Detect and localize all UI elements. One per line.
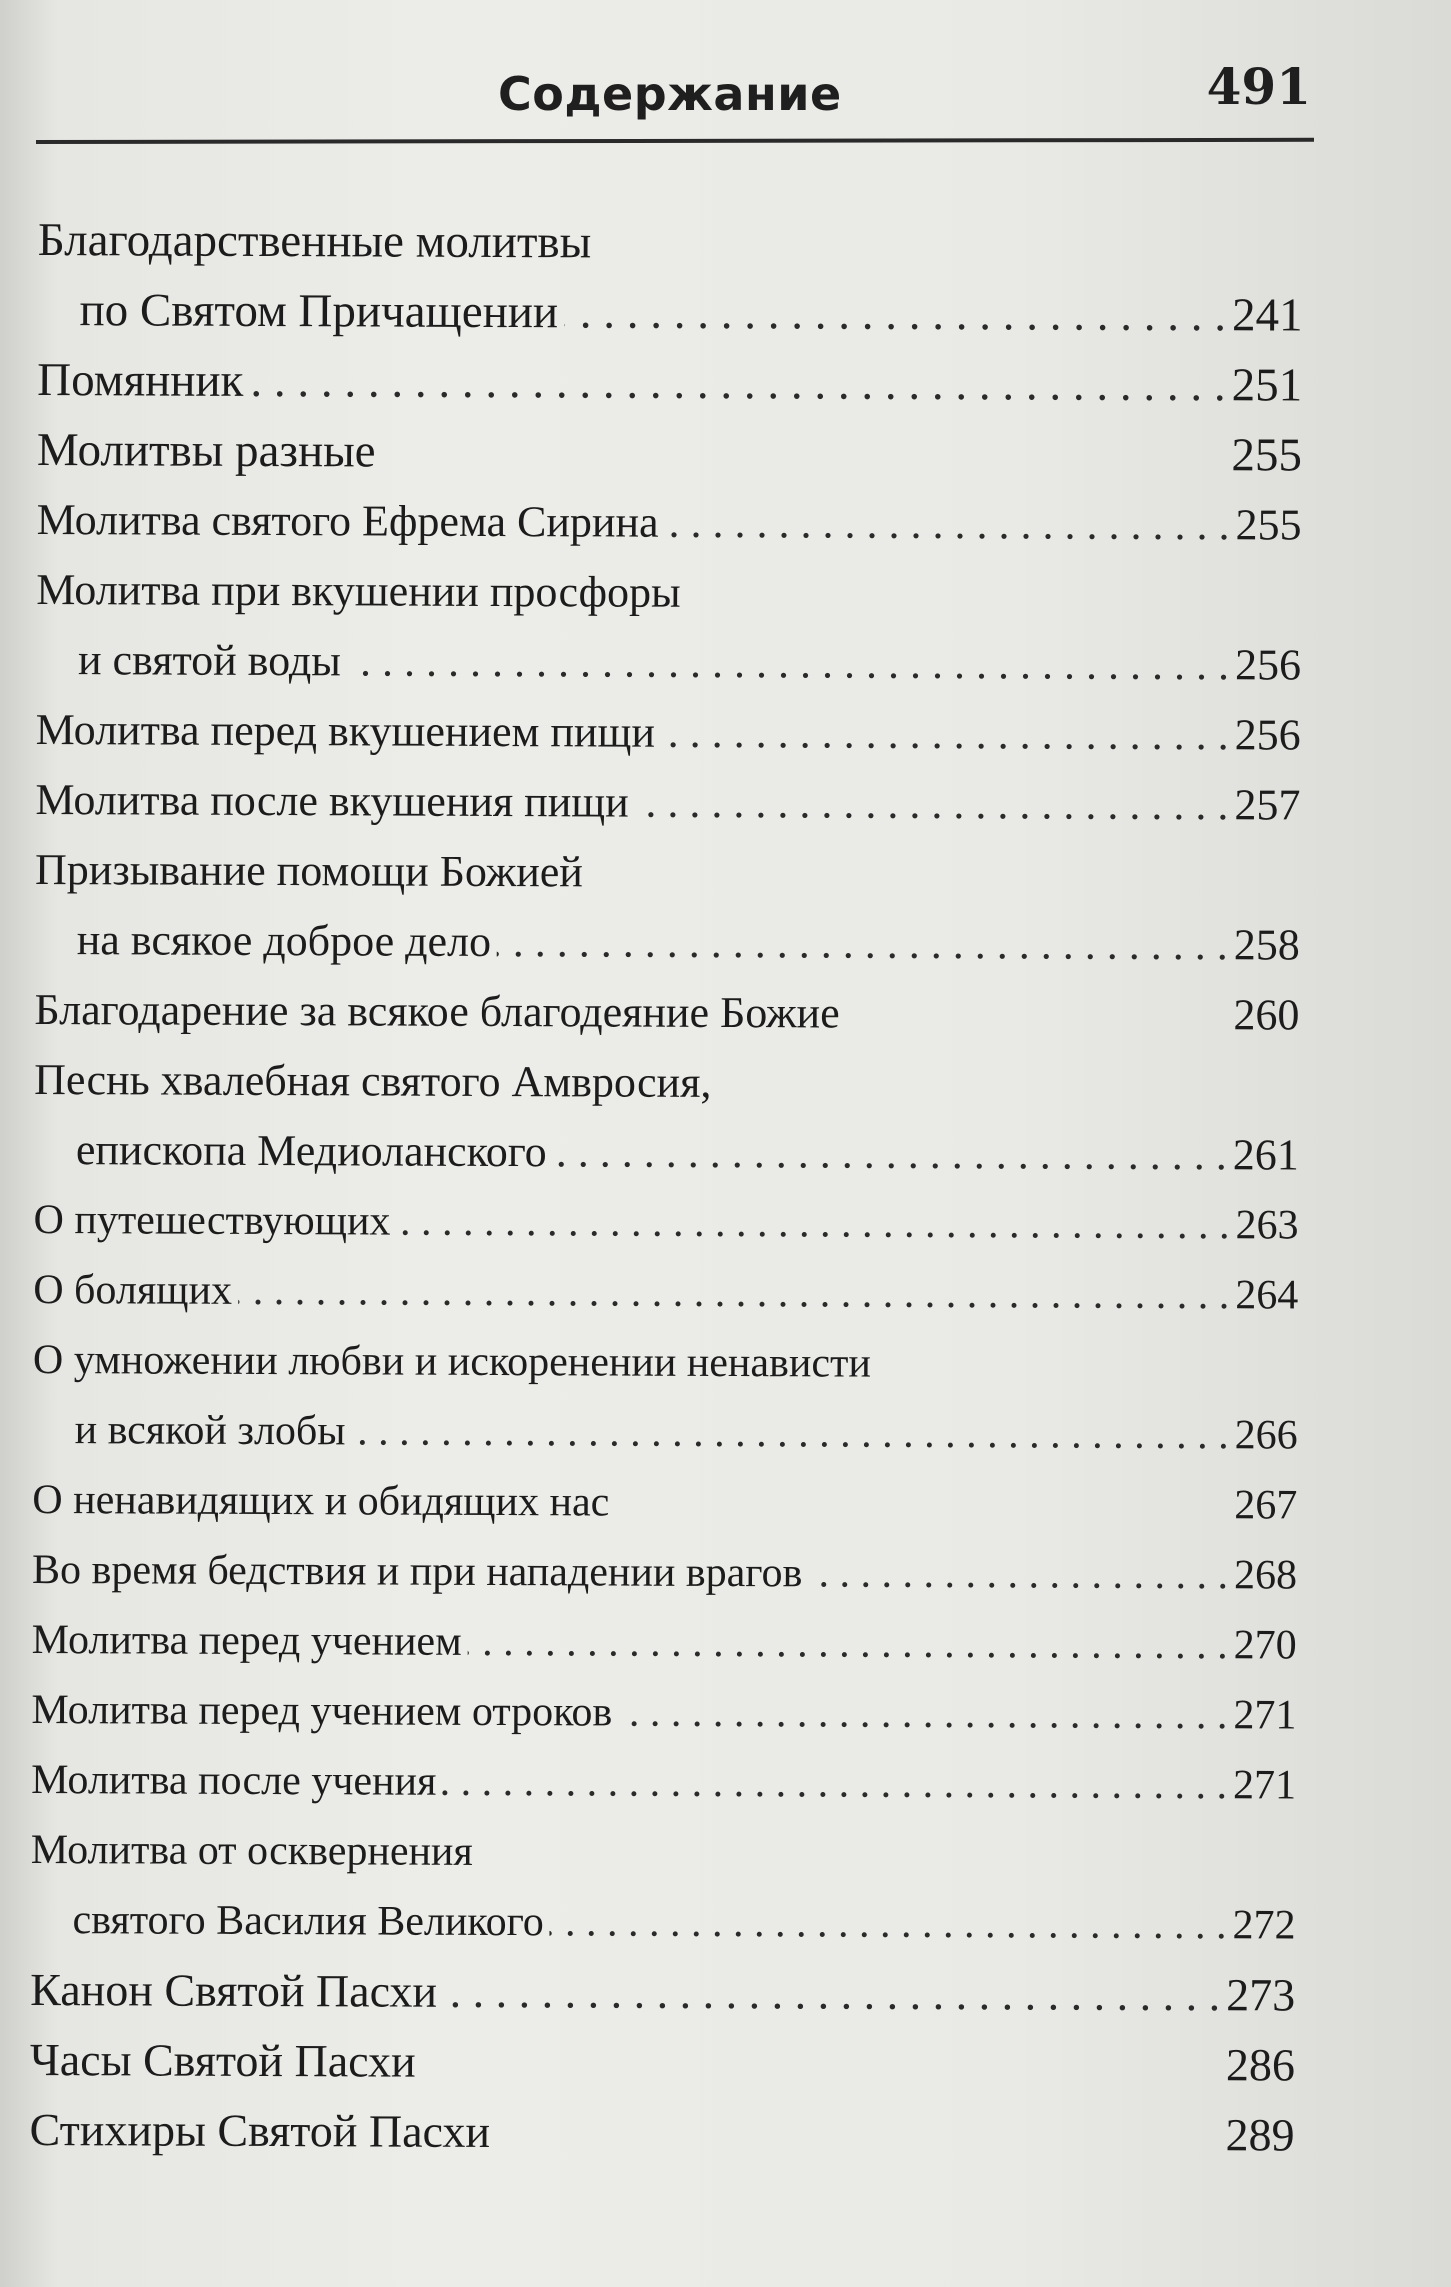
- toc-entry: [35, 765, 1300, 841]
- toc-entry: [34, 1045, 1300, 1191]
- toc-entry-title: Канон Святой Пасхи: [30, 1963, 438, 2017]
- toc-entry: [30, 1815, 1296, 1961]
- dot-leader: [544, 1887, 1233, 1960]
- toc-entry-page: 257: [1234, 780, 1301, 830]
- page-title: Содержание: [498, 67, 842, 121]
- toc-entry-title: Молитва после вкушения пищи: [35, 774, 629, 827]
- toc-entry-title: Молитвы разные: [36, 423, 376, 478]
- toc-entry-page: 255: [1235, 500, 1302, 550]
- toc-entry-title-cont: по Святом Причащении: [79, 284, 559, 339]
- toc-entry: [31, 1745, 1296, 1821]
- toc-entry-page: 256: [1234, 640, 1302, 690]
- dot-leader: [655, 698, 1235, 771]
- toc-entry: [36, 555, 1302, 701]
- toc-entry-title: О путешествующих: [33, 1196, 391, 1245]
- dot-leader: [612, 1678, 1233, 1751]
- toc-entry-title: Молитва перед учением: [31, 1616, 462, 1665]
- toc-entry: [33, 1185, 1298, 1261]
- toc-entry-title: Благодарственные молитвы: [37, 213, 592, 269]
- toc-entry-page: 260: [1233, 990, 1300, 1040]
- toc-entry-title: Молитва от осквернения: [30, 1826, 473, 1875]
- toc-entry-page: 264: [1235, 1272, 1299, 1319]
- toc-entry-page: 286: [1225, 2039, 1296, 2091]
- dot-leader: [491, 907, 1234, 980]
- toc-entry-title-cont: и всякой злобы: [74, 1407, 346, 1455]
- toc-entry-title: О умножении любви и искоренении ненависти: [32, 1336, 871, 1387]
- toc-entry: [33, 1325, 1299, 1471]
- toc-entry-title: Помянник: [37, 353, 244, 407]
- toc-entry: [29, 2095, 1294, 2171]
- page-number: 491: [1206, 57, 1311, 116]
- toc-entry-title: Молитва при вкушении просфоры: [36, 564, 681, 617]
- dot-leader: [232, 1256, 1236, 1330]
- toc-entry: [37, 415, 1302, 491]
- toc-entry-title: Молитва перед вкушением пищи: [35, 704, 656, 757]
- toc-entry: [37, 205, 1303, 351]
- toc-entry: [31, 1675, 1296, 1751]
- dot-leader: [341, 626, 1235, 700]
- toc-entry-page: 256: [1234, 710, 1301, 760]
- toc-entry: [32, 1465, 1297, 1541]
- toc-entry-title: Молитва после учения: [31, 1756, 437, 1805]
- toc-entry-title: Молитва перед учением отроков: [31, 1686, 613, 1736]
- toc-entry-title: Благодарение за всякое благодеяние Божие: [34, 984, 840, 1038]
- toc-entry-page: 266: [1234, 1412, 1298, 1459]
- toc-entry-title: Молитва святого Ефрема Сирина: [36, 494, 659, 547]
- toc-entry: [36, 695, 1301, 771]
- dot-leader: [629, 768, 1235, 841]
- table-of-contents: [29, 205, 1303, 2171]
- toc-entry: [37, 345, 1302, 421]
- toc-entry-title: Песнь хвалебная святого Амвросия,: [34, 1054, 712, 1107]
- toc-entry-page: 271: [1233, 1692, 1297, 1739]
- toc-entry: [30, 2025, 1295, 2101]
- toc-entry: [36, 485, 1301, 561]
- toc-entry-page: 258: [1233, 920, 1300, 970]
- toc-entry: [33, 1255, 1298, 1331]
- toc-entry-title: Часы Святой Пасхи: [29, 2033, 416, 2087]
- dot-leader: [547, 1117, 1233, 1190]
- dot-leader: [243, 346, 1232, 420]
- toc-entry-page: 270: [1233, 1622, 1297, 1669]
- dot-leader: [658, 488, 1235, 561]
- running-head: [36, 55, 1311, 135]
- dot-leader: [558, 277, 1232, 350]
- toc-entry-page: 241: [1231, 289, 1303, 342]
- dot-leader: [390, 1187, 1235, 1261]
- toc-entry-title: О ненавидящих и обидящих нас: [32, 1476, 610, 1526]
- dot-leader: [345, 1396, 1234, 1470]
- toc-entry: [34, 975, 1299, 1051]
- toc-entry-title: Стихиры Святой Пасхи: [29, 2103, 491, 2157]
- toc-entry: [35, 835, 1301, 981]
- toc-entry-page: 261: [1232, 1130, 1299, 1180]
- toc-entry-title-cont: святого Василия Великого: [72, 1897, 544, 1946]
- header-rule: [36, 138, 1314, 144]
- toc-entry: [32, 1605, 1297, 1681]
- toc-entry-title: Призывание помощи Божией: [34, 844, 583, 897]
- toc-entry-page: 267: [1234, 1482, 1298, 1529]
- dot-leader: [437, 1957, 1226, 2030]
- toc-entry-page: 255: [1231, 429, 1303, 482]
- toc-entry-title-cont: и святой воды: [77, 635, 341, 686]
- toc-entry-page: 273: [1226, 1969, 1296, 2021]
- dot-leader: [462, 1607, 1234, 1680]
- toc-entry-title-cont: на всякое доброе дело: [76, 915, 492, 966]
- toc-entry-title-cont: епископа Медиоланского: [75, 1125, 547, 1177]
- toc-entry-page: 271: [1233, 1762, 1297, 1809]
- toc-entry-page: 251: [1231, 359, 1303, 412]
- toc-entry-page: 263: [1235, 1202, 1299, 1249]
- dot-leader: [436, 1747, 1233, 1820]
- toc-entry: [32, 1535, 1297, 1611]
- toc-entry-page: 272: [1232, 1902, 1296, 1949]
- toc-entry-page: 289: [1225, 2109, 1295, 2161]
- dot-leader: [802, 1538, 1234, 1610]
- toc-entry: [30, 1955, 1295, 2031]
- toc-entry-title: Во время бедствия и при нападении врагов: [31, 1546, 803, 1597]
- toc-entry-title: О болящих: [33, 1266, 233, 1314]
- toc-entry-page: 268: [1233, 1552, 1298, 1599]
